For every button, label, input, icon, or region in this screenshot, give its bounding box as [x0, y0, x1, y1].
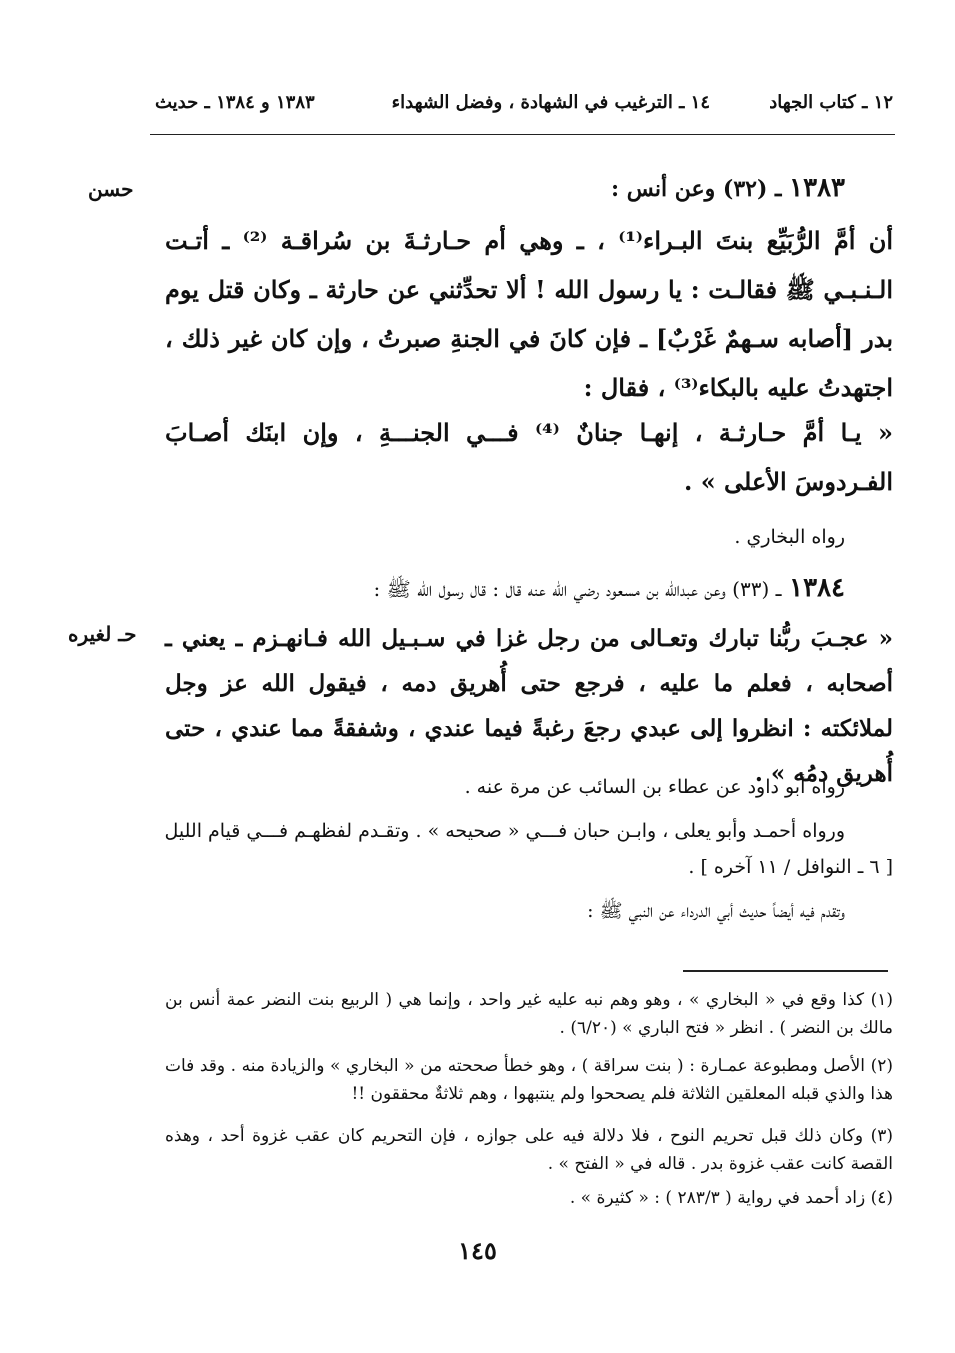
page-number: ١٤٥	[458, 1236, 497, 1265]
hadith-1384-source-2-ref: [ ٦ ـ النوافل / ١١ آخره ] .	[688, 856, 893, 878]
footnote-divider	[683, 970, 888, 972]
hadith-1384-source-2: ورواه أحمـد وأبو يعلى ، وابـن حبان فـــي « صحيحه » . وتقـدم لفظهـم فـــي قيام الليل	[164, 820, 845, 842]
footnote-1: (١) كذا وقع في « البخاري » ، وهو وهم نبه عليه غير واحد ، وإنما هي ( الربيع بنت النضر عمة أنس بن مالك بن النضر ) . انظر « فتح الباري » (٦/٢٠) .	[165, 990, 893, 1038]
hadith-1384-text: « عجـبَ ربُّنا تبارك وتعـالى من رجل غزا في سـبـيل الله فـانهـزم ـ يعني ـ أصحابه ، فعلم ما عليه ، فرجع حتى أُهريق دمه ، فيقول الله عز وجل لملائكته : انظروا إلى عبدي رجعَ رغبةً فيما عندي ، وشفقةً مما عندي ، حتى أُهريق دمُه » .	[165, 625, 893, 787]
footnote-2: (٢) الأصل ومطبوعة عمـارة : ( بنت سراقة ) ، وهو خطأ صححته من « البخاري » والزيادة منه . وقد فات هذا والذي قبله المعلقين الثلاثة فلم يصححوا ولم ينتبهوا ، وهم ثلاثةٌ محققون !!	[165, 1056, 893, 1104]
hadith-1383-source: رواه البخاري .	[734, 526, 845, 548]
hadith-1383-text: أن أمَّ الرُّبَيِّع بنتَ البـراء⁽¹⁾ ، ـ وهي أم حـارثـةَ بن سُراقـة ⁽²⁾ ـ أتـت الـنـبـي ﷺ فقالـت : يا رسول الله ! ألا تحدِّثني عن حارثة ـ وكان قتل يوم بدر [أصابه سـهمٌ غَرْبٌ] ـ فإن كانَ في الجنةِ صبرتُ ، وإن كان غير ذلك ، اجتهدتُ عليه بالبكاء⁽³⁾ ، فقال :	[165, 226, 893, 402]
hadith-1384-source-1: رواه أبو داود عن عطاء بن السائب عن مرة عنه .	[464, 776, 845, 798]
hadith-1383-heading	[611, 173, 845, 203]
footnote-3: (٣) وكان ذلك قبل تحريم النوح ، فلا دلالة فيه على جوازه ، فإن التحريم كان عقب غزوة أحد ، وهذه القصة كانت عقب غزوة بدر . قاله في « الفتح » .	[165, 1126, 893, 1174]
grade-1384: حـ لغيره	[68, 622, 137, 646]
header-divider	[150, 134, 895, 135]
grade-1383: حسن	[88, 177, 134, 201]
hadith-1383-quote: « يـا أمَّ حـارثـة ، إنهـا جنانٌ ⁽⁴⁾ فـــي الجنـــةِ ، وإن ابنَك أصـابَ الفـردوسَ الأعلى » .	[165, 418, 893, 496]
footnote-4: (٤) زاد أحمد في رواية ( ٢٨٣/٣ ) : « كثيرة » .	[569, 1188, 893, 1208]
hadith-1384-number: ١٣٨٤	[789, 573, 845, 603]
running-header-chapter: ١٤ ـ الترغيب في الشهادة ، وفضل الشهداء	[391, 92, 710, 113]
hadith-1383-intro: ـ (٣٢) وعن أنس :	[611, 176, 782, 202]
hadith-1383-number: ١٣٨٣	[789, 173, 845, 203]
running-header-hadith-range: ١٣٨٣ و ١٣٨٤ ـ حديث	[155, 92, 315, 113]
hadith-1384-intro: ـ (٣٣) وعن عبدالله بن مسعود رضي الله عنه قال : قال رسول الله ﷺ :	[373, 577, 782, 601]
hadith-1384-heading	[374, 573, 845, 606]
hadith-1384-source-3: وتقدم فيه أيضاً حديث أبي الدرداء عن النبي ﷺ :	[587, 900, 845, 922]
running-header-book: ١٢ ـ كتاب الجهاد	[769, 92, 893, 113]
